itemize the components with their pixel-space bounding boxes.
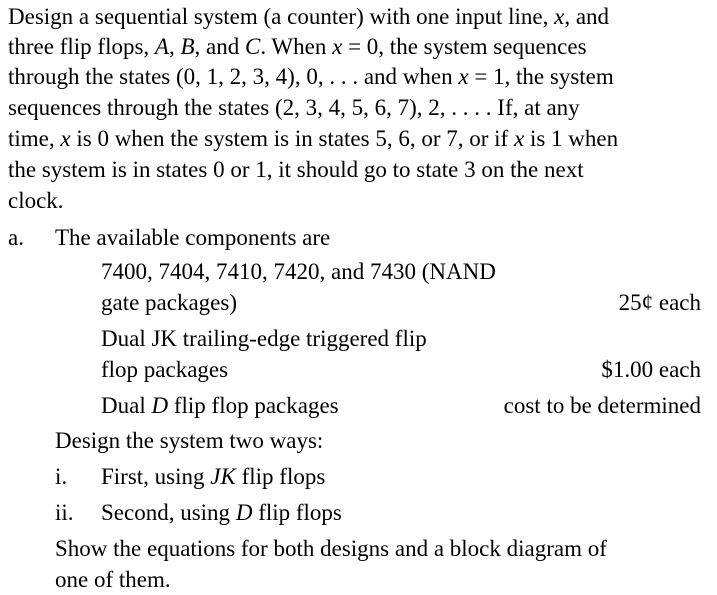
italic-variable: C: [245, 34, 261, 59]
problem-line-5: time, x is 0 when the system is in states 5, 6, or 7, or if x is 1 when: [8, 126, 619, 151]
show-line-2: one of them.: [55, 567, 171, 592]
component-3-line-1: Dual D flip flop packages: [101, 393, 339, 418]
problem-line-1: Design a sequential system (a counter) with one input line, x, and: [8, 4, 610, 29]
way-1-label: i.: [55, 464, 68, 489]
problem-line-6: the system is in states 0 or 1, it should go to state 3 on the next: [8, 157, 584, 182]
component-2-line-2: flop packages: [101, 357, 229, 382]
italic-variable: x: [513, 126, 525, 151]
way-1-text: First, using JK flip flops: [101, 464, 326, 489]
problem-line-7: clock.: [8, 188, 64, 213]
italic-variable: x: [458, 64, 469, 89]
italic-variable: A: [154, 34, 169, 59]
italic-variable: x: [554, 4, 565, 29]
problem-line-2: three flip flops, A, B, and C. When x = 0, the system sequences: [8, 34, 587, 59]
component-1-price: 25¢ each: [618, 290, 701, 315]
part-a-intro: The available components are: [55, 225, 331, 250]
way-2-label: ii.: [55, 500, 74, 525]
problem-line-3: through the states (0, 1, 2, 3, 4), 0, . . . and when x = 1, the system: [8, 64, 614, 89]
component-3-price: cost to be determined: [503, 393, 701, 418]
component-2-price: $1.00 each: [601, 357, 701, 382]
problem-line-4: sequences through the states (2, 3, 4, 5, 6, 7), 2, . . . . If, at any: [8, 95, 580, 120]
component-2-line-1: Dual JK trailing-edge triggered flip: [101, 326, 427, 351]
italic-variable: D: [235, 500, 253, 525]
italic-variable: x: [60, 126, 71, 151]
component-1-line-2: gate packages): [101, 290, 238, 315]
italic-variable: x: [332, 34, 343, 59]
italic-variable: B: [180, 34, 195, 59]
show-line-1: Show the equations for both designs and a block diagram of: [55, 536, 607, 561]
italic-variable: JK: [210, 464, 236, 489]
way-2-text: Second, using D flip flops: [101, 500, 342, 525]
design-intro: Design the system two ways:: [55, 428, 324, 453]
italic-variable: D: [151, 393, 169, 418]
part-a-label: a.: [8, 225, 24, 250]
component-1-line-1: 7400, 7404, 7410, 7420, and 7430 (NAND: [101, 259, 496, 284]
